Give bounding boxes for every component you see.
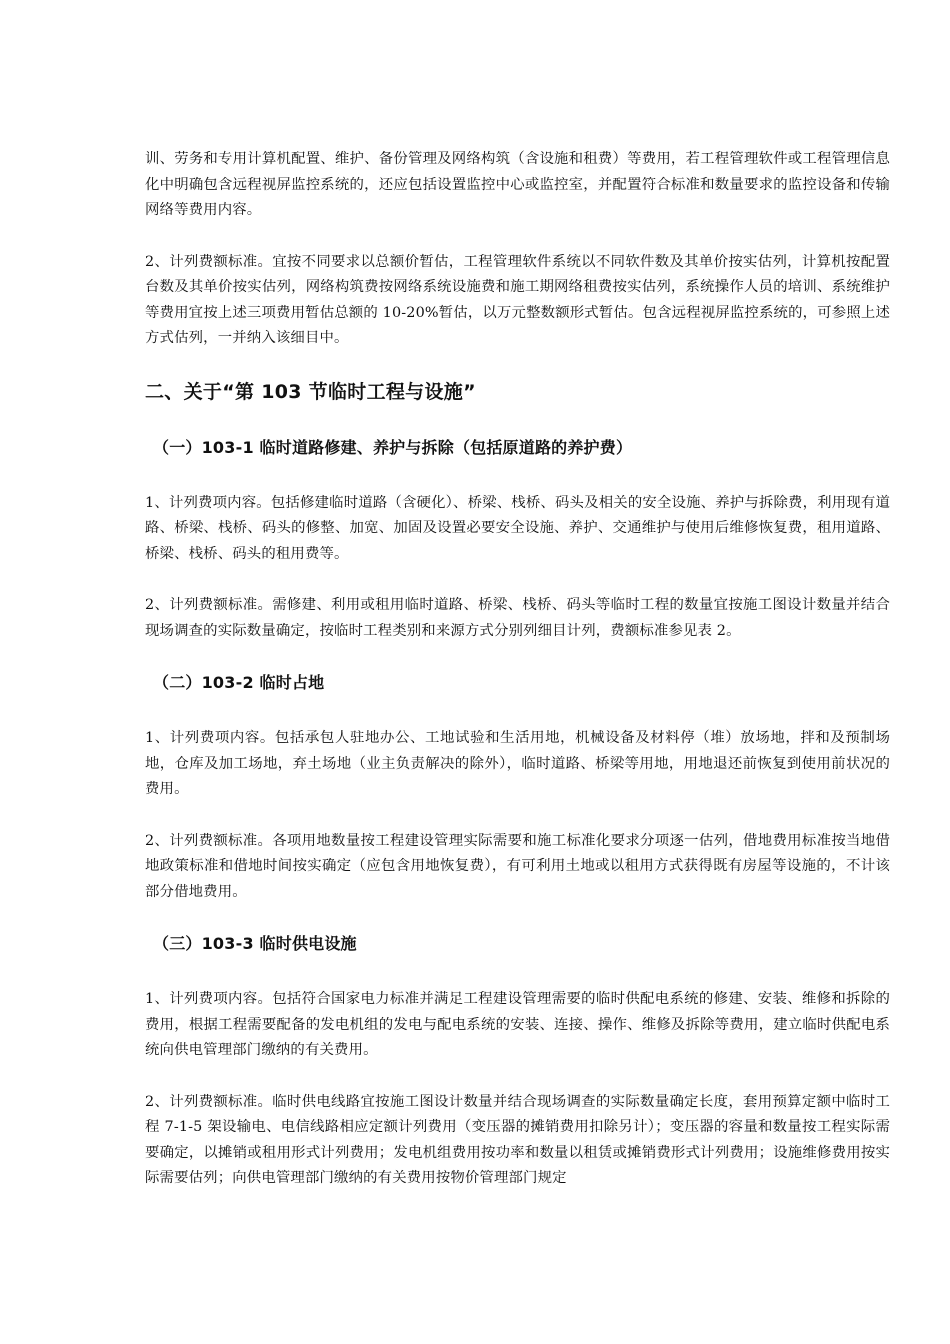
paragraph-103-3-content: 1、计列费项内容。包括符合国家电力标准并满足工程建设管理需要的临时供配电系统的修建、安装、维修和拆除的费用，根据工程需要配备的发电机组的发电与配电系统的安装、连接、操作、维修及拆除等费用，建立临时供配电系统向供电管理部门缴纳的有关费用。: [145, 991, 890, 1058]
subsection-heading-103-1: （一）103-1 临时道路修建、养护与拆除（包括原道路的养护费）: [153, 437, 633, 457]
section-heading-103: 二、关于“第 103 节临时工程与设施”: [145, 380, 476, 403]
paragraph-103-2-standard: 2、计列费额标准。各项用地数量按工程建设管理实际需要和施工标准化要求分项逐一估列，借地费用标准按当地借地政策标准和借地时间按实确定（应包含用地恢复费），有可利用土地或以租用方式获得既有房屋等设施的，不计该部分借地费用。: [145, 832, 890, 900]
document-page: [145, 147, 890, 1218]
subsection-heading-103-3: （三）103-3 临时供电设施: [153, 934, 357, 953]
paragraph-103-2-content: 1、计列费项内容。包括承包人驻地办公、工地试验和生活用地，机械设备及材料停（堆）放场地，拌和及预制场地，仓库及加工场地，弃土场地（业主负责解决的除外），临时道路、桥梁等用地，用地退还前恢复到使用前状况的费用。: [145, 730, 890, 797]
paragraph-fee-standard: 2、计列费额标准。宜按不同要求以总额价暂估，工程管理软件系统以不同软件数及其单价按实估列，计算机按配置台数及其单价按实估列，网络构筑费按网络系统设施费和施工期网络租费按实估列，系统操作人员的培训、系统维护等费用宜按上述三项费用暂估总额的 10-20%暂估，以万元整数额形式暂估。包含远程视屏监控系统的，可参照上述方式估列，一并纳入该细目中。: [145, 253, 890, 346]
paragraph-continuation: 训、劳务和专用计算机配置、维护、备份管理及网络构筑（含设施和租费）等费用，若工程管理软件或工程管理信息化中明确包含远程视屏监控系统的，还应包括设置监控中心或监控室，并配置符合标准和数量要求的监控设备和传输网络等费用内容。: [145, 151, 890, 218]
paragraph-103-1-standard: 2、计列费额标准。需修建、利用或租用临时道路、桥梁、栈桥、码头等临时工程的数量宜按施工图设计数量并结合现场调查的实际数量确定，按临时工程类别和来源方式分别列细目计列，费额标准参见表 2。: [145, 597, 890, 639]
subsection-heading-103-2: （二）103-2 临时占地: [153, 673, 325, 692]
paragraph-103-3-standard: 2、计列费额标准。临时供电线路宜按施工图设计数量并结合现场调查的实际数量确定长度，套用预算定额中临时工程 7-1-5 架设输电、电信线路相应定额计列费用（变压器的摊销费用扣除另计）；变压器的容量和数量按工程实际需要确定，以摊销或租用形式计列费用；发电机组费用按功率和数量以租赁或摊销费形式计列费用；设施维修费用按实际需要估列；向供电管理部门缴纳的有关费用按物价管理部门规定: [145, 1093, 890, 1186]
paragraph-103-1-content: 1、计列费项内容。包括修建临时道路（含硬化）、桥梁、栈桥、码头及相关的安全设施、养护与拆除费，利用现有道路、桥梁、栈桥、码头的修整、加宽、加固及设置必要安全设施、养护、交通维护与使用后维修恢复费，租用道路、桥梁、栈桥、码头的租用费等。: [145, 494, 890, 562]
